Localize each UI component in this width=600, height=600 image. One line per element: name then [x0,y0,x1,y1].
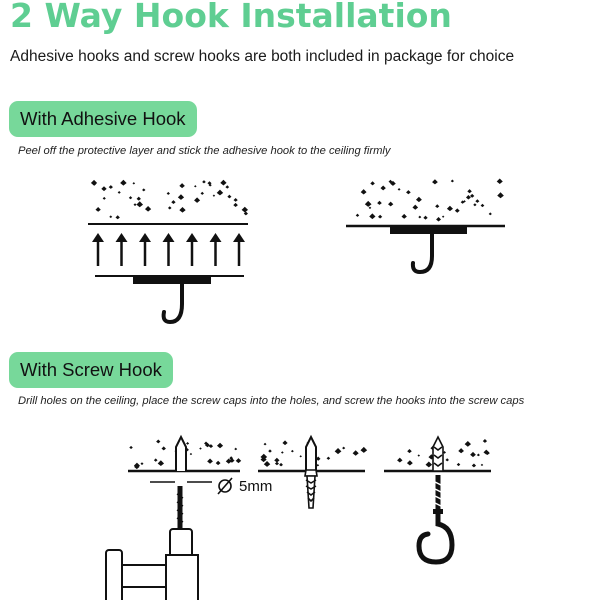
wall-anchor-icon [305,470,317,508]
screw-hook-heading: With Screw Hook [9,352,173,388]
adhesive-pad [133,277,211,284]
diameter-icon [218,478,232,494]
drill-hole [176,437,186,471]
adhesive-hook-icon [164,284,182,322]
wall-anchor-icon [433,437,443,471]
screw-instruction: Drill holes on the ceiling, place the screw caps into the holes, and screw the hooks into the screw caps [18,395,525,407]
ceiling-texture-icon [356,179,504,222]
drill-icon [106,486,198,600]
screw-hook-icon [419,475,452,562]
page-title: 2 Way Hook Installation [10,0,452,35]
adhesive-hook-icon [413,234,432,272]
ceiling-texture-icon [91,180,248,219]
adhesive-pad [390,227,467,234]
adhesive-instruction: Peel off the protective layer and stick the adhesive hook to the ceiling firmly [18,145,391,157]
adhesive-hook-heading: With Adhesive Hook [9,101,197,137]
arrow-up-icon [92,233,245,266]
hole-diameter-label: 5mm [239,478,273,495]
page-subtitle: Adhesive hooks and screw hooks are both included in package for choice [10,48,515,65]
